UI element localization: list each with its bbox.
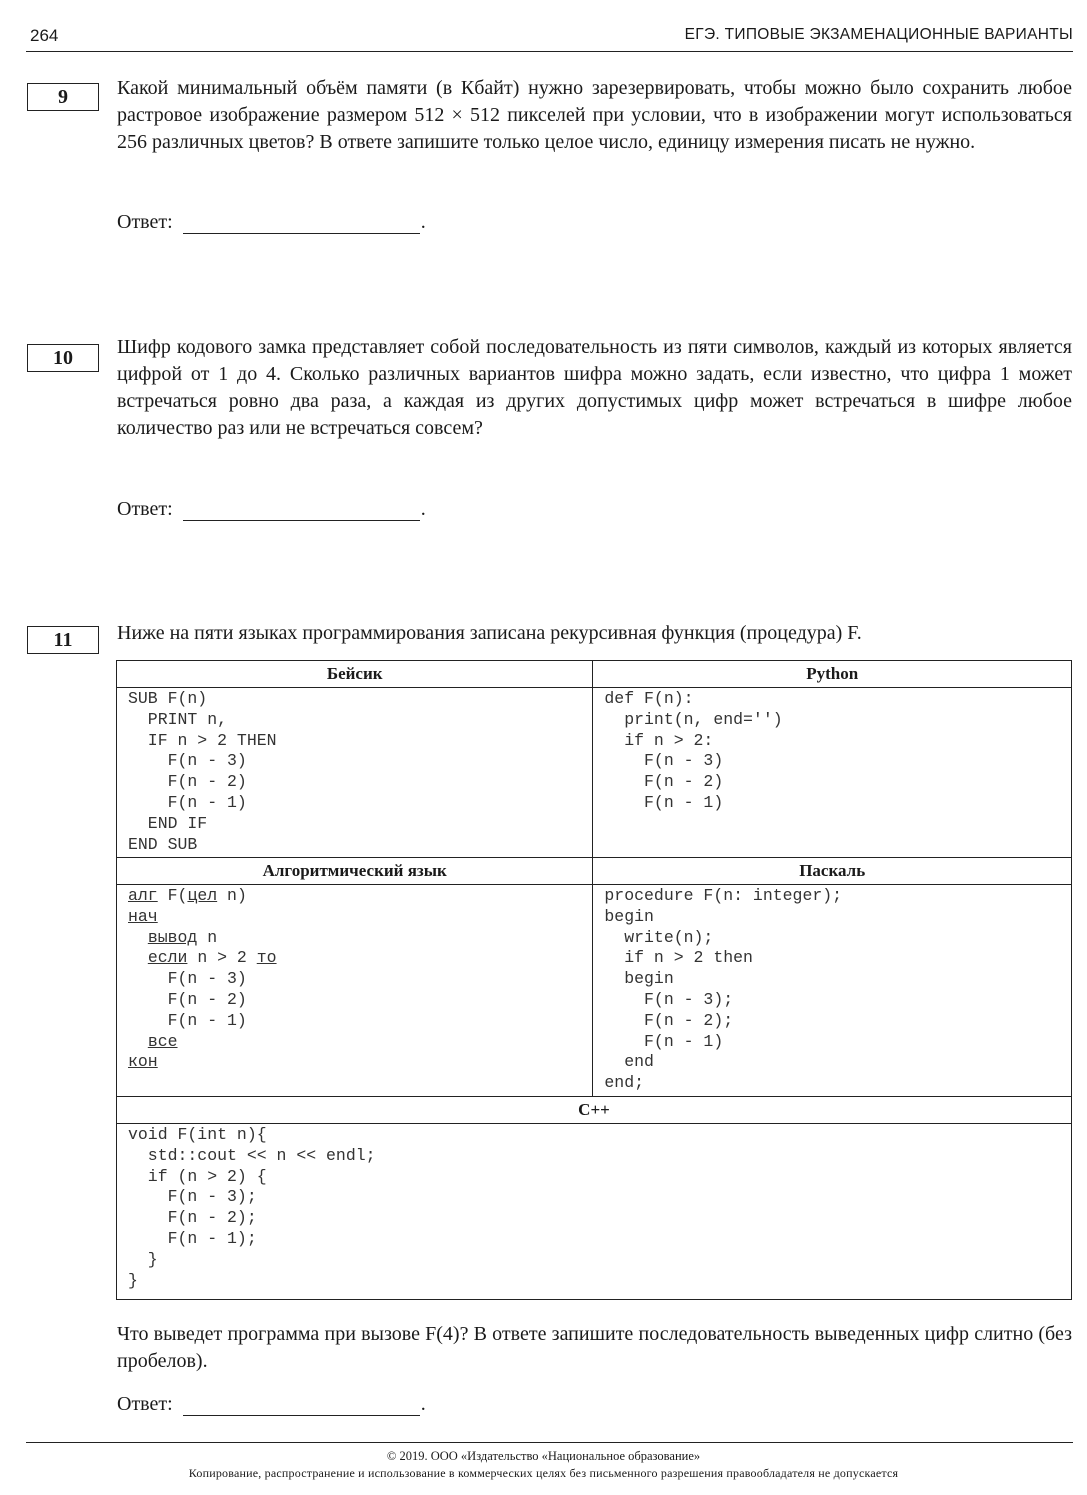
answer-label: Ответ:	[117, 211, 173, 233]
page-number: 264	[30, 26, 59, 45]
task-number-box: 11	[27, 626, 99, 654]
task-9-text	[117, 75, 1072, 156]
copyright: © 2019. ООО «Издательство «Национальное образование»	[386, 1449, 701, 1463]
answer-field[interactable]	[183, 500, 420, 521]
task-text: Шифр кодового замка представляет собой последовательность из пяти символов, каждый из которых является цифрой от 1 до 4. Сколько различных вариантов шифра можно задать, если известно, что цифра 1 может встречаться ровно два раза, а каждая из других допустимых цифр может встречаться в шифре любое количество раз или не встречаться совсем?	[117, 336, 1072, 439]
legal-notice: Копирование, распространение и использование в коммерческих целях без письменного разрешения правообладателя не допускается	[188, 1466, 899, 1480]
task-number-box: 9	[27, 83, 99, 111]
task-9-answer: Ответ: .	[117, 211, 426, 233]
pascal-code: procedure F(n: integer); begin write(n); if n > 2 then begin F(n - 3); F(n - 2); F(n - 1) end end;	[604, 886, 843, 1093]
python-header: Python	[593, 661, 1072, 688]
basic-cell	[117, 688, 593, 858]
algo-header: Алгоритмический язык	[117, 858, 593, 885]
header-divider	[26, 51, 1073, 52]
answer-field[interactable]	[183, 1395, 420, 1416]
task-text: Что выведет программа при вызове F(4)? В ответе запишите последовательность выведенных цифр слитно (без пробелов).	[117, 1323, 1072, 1372]
pascal-cell	[593, 885, 1072, 1097]
task-11-intro	[117, 620, 1072, 647]
algo-code: алг F(цел n) нач вывод n если n > 2 то F(n - 3) F(n - 2) F(n - 1) все кон	[128, 886, 277, 1072]
pascal-header: Паскаль	[593, 858, 1072, 885]
answer-label: Ответ:	[117, 1393, 173, 1415]
task-number-box: 10	[27, 344, 99, 372]
basic-header: Бейсик	[117, 661, 593, 688]
cpp-cell	[117, 1124, 1072, 1300]
task-11-answer: Ответ: .	[117, 1393, 426, 1415]
basic-code: SUB F(n) PRINT n, IF n > 2 THEN F(n - 3) F(n - 2) F(n - 1) END IF END SUB	[128, 689, 277, 854]
code-table	[116, 660, 1072, 1300]
cpp-code: void F(int n){ std::cout << n << endl; if (n > 2) { F(n - 3); F(n - 2); F(n - 1); } }	[128, 1125, 376, 1290]
python-cell	[593, 688, 1072, 858]
task-11-question	[117, 1321, 1072, 1375]
running-title: ЕГЭ. ТИПОВЫЕ ЭКЗАМЕНАЦИОННЫЕ ВАРИАНТЫ	[684, 26, 1073, 43]
answer-label: Ответ:	[117, 498, 173, 520]
task-10-text	[117, 334, 1072, 442]
cpp-header: C++	[117, 1097, 1072, 1124]
python-code: def F(n): print(n, end='') if n > 2: F(n - 3) F(n - 2) F(n - 1)	[604, 689, 783, 812]
answer-field[interactable]	[183, 213, 420, 234]
algo-cell	[117, 885, 593, 1097]
task-10-answer: Ответ: .	[117, 498, 426, 520]
footer-divider	[26, 1442, 1073, 1443]
task-text: Ниже на пяти языках программирования записана рекурсивная функция (процедура) F.	[117, 622, 862, 644]
task-text: Какой минимальный объём памяти (в Кбайт) нужно зарезервировать, чтобы можно было сохранить любое растровое изображение размером 512 × 512 пикселей при условии, что в изображении могут использоваться 256 различных цветов? В ответе запишите только целое число, единицу измерения писать не нужно.	[117, 77, 1072, 153]
